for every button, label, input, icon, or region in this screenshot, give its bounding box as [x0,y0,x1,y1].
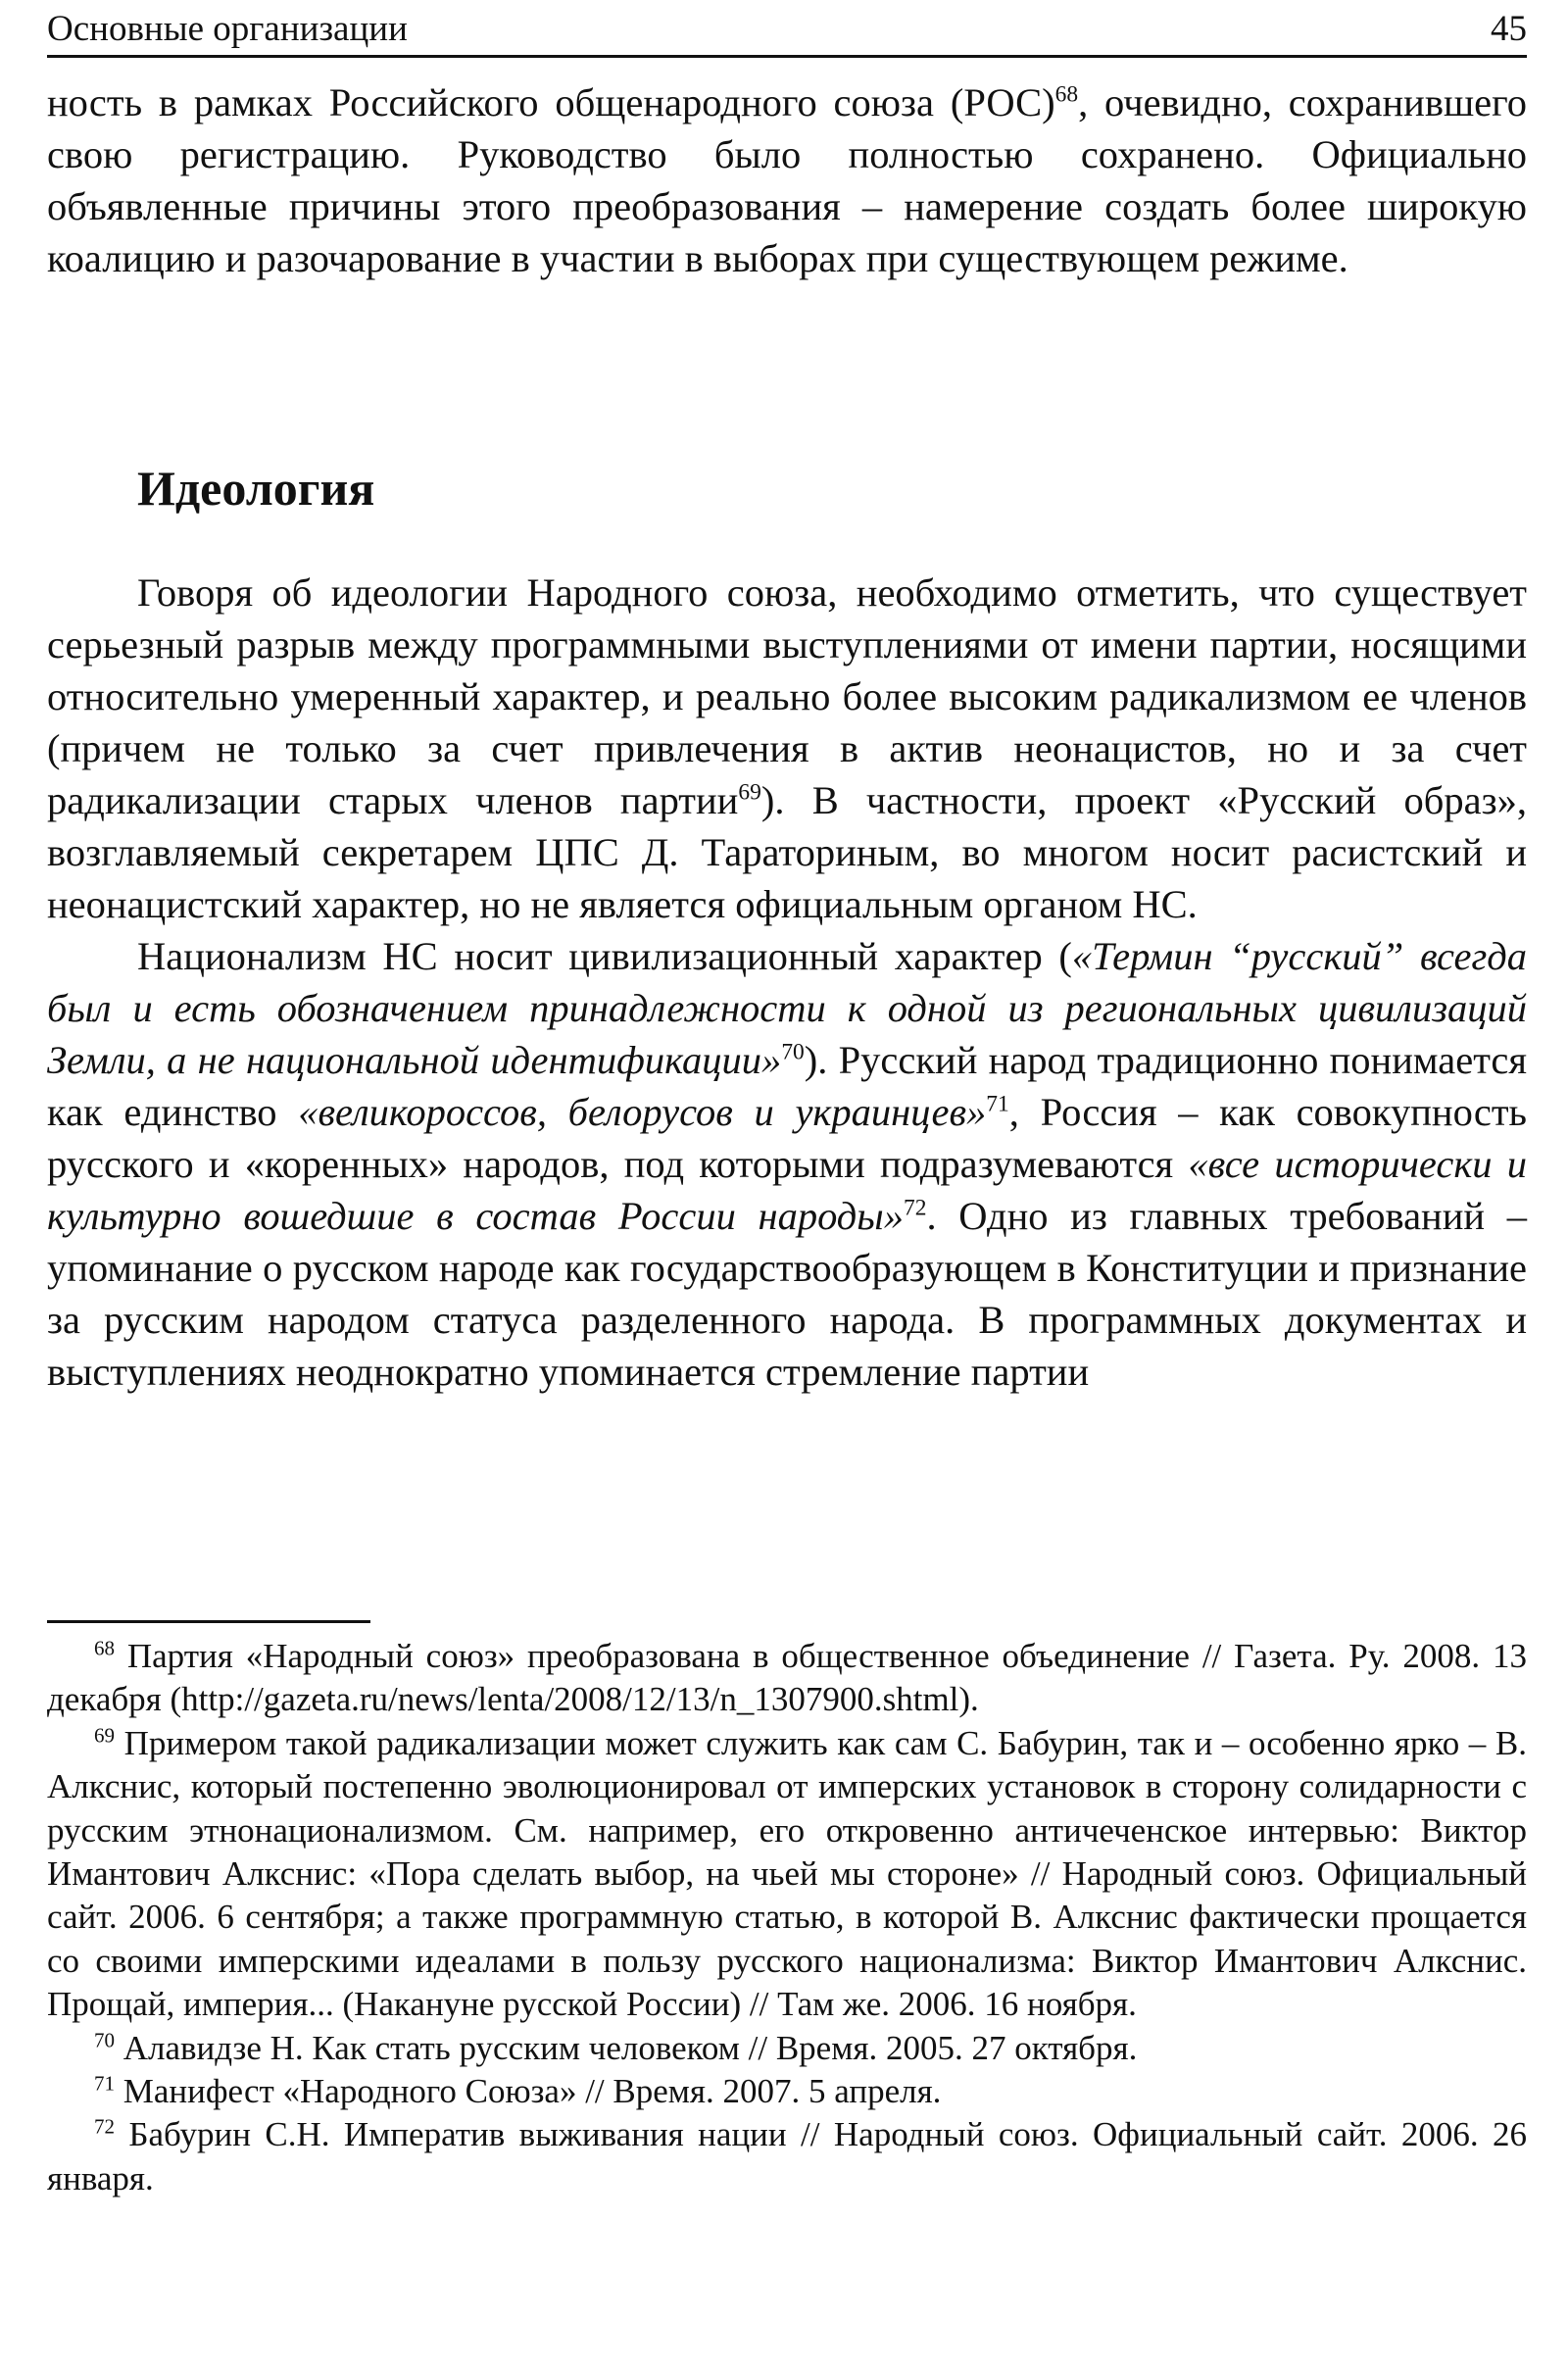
footnote-text-72: Бабурин С.Н. Императив выживания нации // Народный союз. Официальный сайт. 2006. 26 января. [47,2115,1528,2197]
footnote-text-70: Алавидзе Н. Как стать русским человеком // Время. 2005. 27 октября. [122,2028,1138,2067]
quotation-3: «все исторически и культурно вошедшие в состав России народы» [47,1142,1527,1238]
ideology-paragraph-2-text-c: , Россия – как совокупность русского и «коренных» народов, под которыми подразумеваются [47,1090,1527,1186]
footnote-text-71: Манифест «Народного Союза» // Время. 2007. 5 апреля. [122,2072,942,2111]
footnote-divider [47,1620,370,1623]
ideology-paragraph-2 [47,930,1527,1398]
footnote-number-72: 72 [94,2114,115,2139]
ideology-paragraph-1-continuation: ). В частности, проект «Русский образ», возглавляемый секретарем ЦПС Д. Тараториным, во многом носит расистский и неонацистский характер, но не является официальным органом НС. [47,778,1527,926]
footnote-text-68: Партия «Народный союз» преобразована в общественное объединение // Газета. Ру. 2008. 13 декабря (http://gazeta.ru/news/lenta/2008/12/13/n_1307900.shtml). [47,1637,1527,1719]
footnote-number-69: 69 [94,1723,115,1748]
running-head [47,6,1527,58]
ideology-text-block [47,567,1527,1398]
ideology-paragraph-2-text-a: Национализм НС носит цивилизационный характер ( [137,934,1072,978]
quotation-2: «великороссов, белорусов и украинцев» [298,1090,987,1134]
page-number: 45 [1491,9,1527,49]
ideology-paragraph-1 [47,567,1527,930]
ideology-paragraph-2-text-b: ). Русский народ традиционно понимается как единство [47,1038,1527,1134]
footnote-ref-68[interactable]: 68 [1054,81,1079,108]
ideology-paragraph-2-text-d: . Одно из главных требований – упоминание о русском народе как государствообразующем в Конституции и признание за русским народом статуса разделенного народа. В программных документах и выступлениях неоднократно упоминается стремление партии [47,1194,1527,1394]
opening-paragraph-block [47,76,1527,284]
document-page [47,0,1527,2370]
opening-paragraph-continuation: , очевидно, сохранившего свою регистрацию. Руководство было полностью сохранено. Официально объявленные причины этого преобразования – намерение создать более широкую коалицию и разочарование в участии в выборах при существующем режиме. [47,80,1527,280]
section-heading: Идеология [137,461,375,516]
footnote-70 [47,2027,1527,2070]
footnote-68 [47,1635,1527,1722]
footnote-ref-72[interactable]: 72 [903,1195,927,1221]
footnote-71 [47,2070,1527,2113]
footnote-69 [47,1722,1527,2027]
footnotes [47,1635,1527,2200]
footnote-text-69: Примером такой радикализации может служить как сам С. Бабурин, так и – особенно ярко – В. Алкснис, который постепенно эволюционировал от имперских установок в сторону солидарности с русским этнонационализмом. См. например, его откровенно античеченское интервью: Виктор Имантович Алкснис: «Пора сделать выбор, на чьей мы стороне» // Народный союз. Официальный сайт. 2006. 6 сентября; а также программную статью, в которой В. Алкснис фактически прощается со своими имперскими идеалами в пользу русского национализма: Виктор Имантович Алкснис. Прощай, империя... (Накануне русской России) // Там же. 2006. 16 ноября. [47,1723,1527,2024]
ideology-paragraph-1-text: Говоря об идеологии Народного союза, необходимо отметить, что существует серьезный разрыв между программными выступлениями от имени партии, носящими относительно умеренный характер, и реально более высоким радикализмом ее членов (причем не только за счет привлечения в актив неонацистов, но и за счет радикализации старых членов партии [47,570,1527,822]
footnote-number-68: 68 [94,1636,115,1660]
footnote-number-70: 70 [94,2028,115,2051]
footnote-72 [47,2113,1527,2200]
footnote-ref-70[interactable]: 70 [781,1039,805,1065]
footnote-number-71: 71 [94,2071,115,2096]
footnote-ref-71[interactable]: 71 [986,1091,1009,1117]
opening-paragraph [47,76,1527,284]
running-head-title: Основные организации [47,9,408,49]
quotation-1: «Термин “русский” всегда был и есть обозначением принадлежности к одной из региональных цивилизаций Земли, а не национальной идентификации» [47,934,1527,1082]
opening-paragraph-text: ность в рамках Российского общенародного союза (РОС) [47,80,1055,124]
footnote-ref-69[interactable]: 69 [738,779,761,806]
